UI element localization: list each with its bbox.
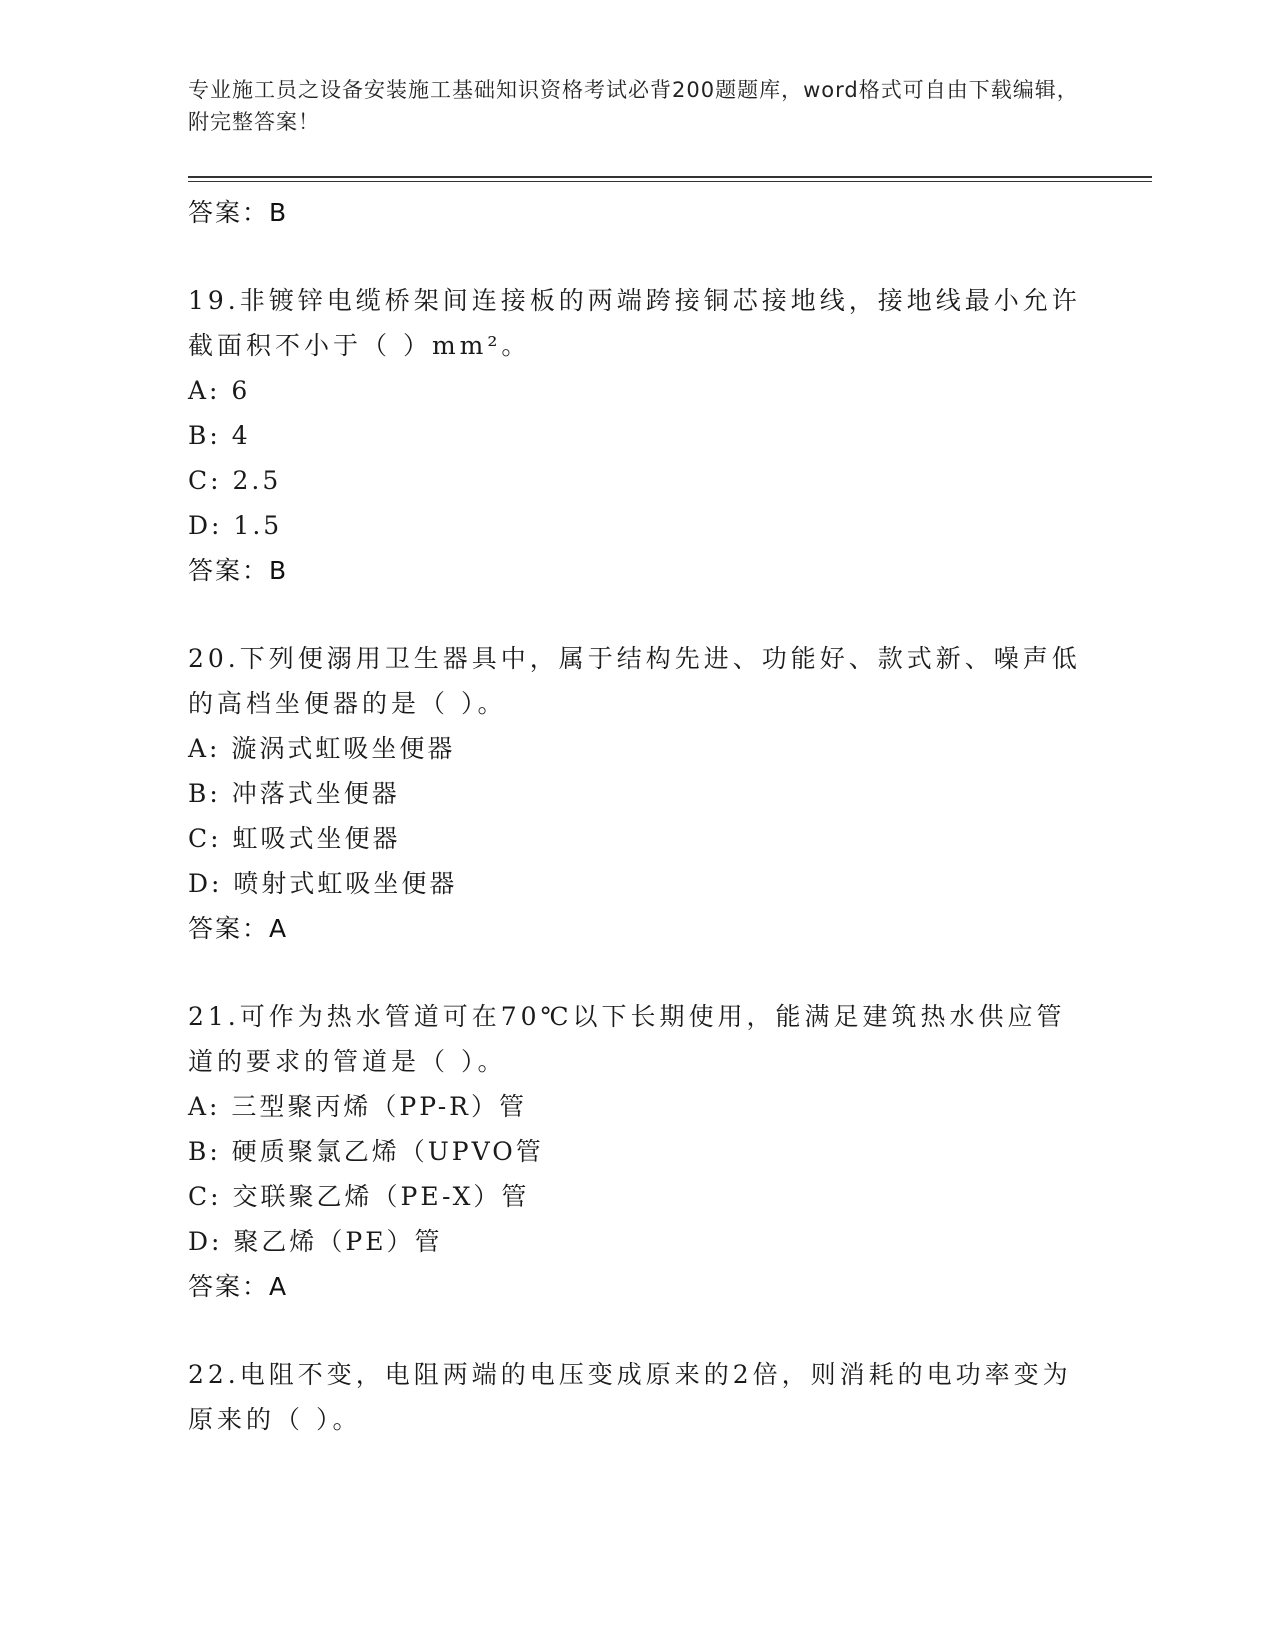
question-text: 19.非镀锌电缆桥架间连接板的两端跨接铜芯接地线，接地线最小允许截面积不小于（ ）mm²。 bbox=[188, 286, 1081, 360]
header-rule-thin bbox=[188, 181, 1152, 182]
option-d: D: 1.5 bbox=[188, 511, 283, 540]
question-text: 22.电阻不变，电阻两端的电压变成原来的2倍，则消耗的电功率变为原来的（ ）。 bbox=[188, 1360, 1072, 1434]
question-19 bbox=[188, 278, 1088, 594]
header-rule-thick bbox=[188, 176, 1152, 178]
option-c: C: 2.5 bbox=[188, 466, 282, 495]
page-header: 专业施工员之设备安装施工基础知识资格考试必背200题题库，word格式可自由下载编辑，附完整答案！ bbox=[188, 78, 1079, 134]
option-b: B: 4 bbox=[188, 421, 251, 450]
option-a: A: 三型聚丙烯（PP-R）管 bbox=[188, 1092, 527, 1121]
option-c: C: 虹吸式坐便器 bbox=[188, 824, 401, 853]
answer-line: 答案：B bbox=[188, 198, 289, 227]
option-c: C: 交联聚乙烯（PE-X）管 bbox=[188, 1182, 530, 1211]
question-text: 21.可作为热水管道可在70℃以下长期使用，能满足建筑热水供应管道的要求的管道是（ ）。 bbox=[188, 1002, 1066, 1076]
question-20 bbox=[188, 636, 1088, 952]
option-d: D: 喷射式虹吸坐便器 bbox=[188, 869, 458, 898]
answer-line: 答案：A bbox=[188, 1272, 289, 1301]
option-a: A: 6 bbox=[188, 376, 251, 405]
question-text: 20.下列便溺用卫生器具中，属于结构先进、功能好、款式新、噪声低的高档坐便器的是（ ）。 bbox=[188, 644, 1081, 718]
question-22 bbox=[188, 1352, 1088, 1442]
option-a: A: 漩涡式虹吸坐便器 bbox=[188, 734, 456, 763]
answer-line: 答案：B bbox=[188, 556, 289, 585]
question-21 bbox=[188, 994, 1088, 1310]
document-body bbox=[188, 190, 1088, 1442]
option-b: B: 冲落式坐便器 bbox=[188, 779, 400, 808]
option-d: D: 聚乙烯（PE）管 bbox=[188, 1227, 443, 1256]
answer-line: 答案：A bbox=[188, 914, 289, 943]
option-b: B: 硬质聚氯乙烯（UPVO管 bbox=[188, 1137, 544, 1166]
